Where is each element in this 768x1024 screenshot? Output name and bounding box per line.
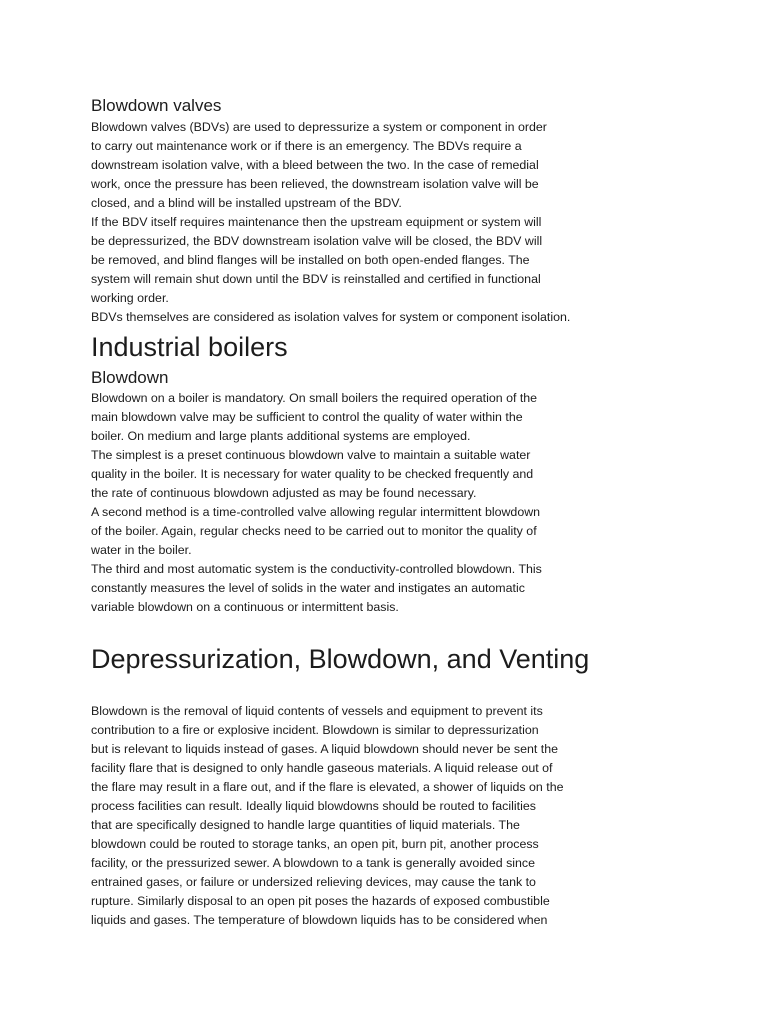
paragraph-line: facility, or the pressurized sewer. A blowdown to a tank is generally avoided since	[91, 856, 536, 870]
paragraph-line: of the boiler. Again, regular checks need to be carried out to monitor the quality of	[91, 524, 537, 538]
paragraph-line: downstream isolation valve, with a bleed between the two. In the case of remedial	[91, 158, 539, 172]
paragraph-line: be depressurized, the BDV downstream isolation valve will be closed, the BDV will	[91, 234, 543, 248]
paragraph-line: The simplest is a preset continuous blowdown valve to maintain a suitable water	[91, 448, 531, 462]
section-body-depressurization	[91, 702, 563, 930]
paragraph-line: the flare may result in a flare out, and if the flare is elevated, a shower of liquids on the	[91, 780, 564, 794]
paragraph-line: BDVs themselves are considered as isolation valves for system or component isolation.	[91, 310, 571, 324]
paragraph-line: be removed, and blind flanges will be installed on both open-ended flanges. The	[91, 253, 530, 267]
paragraph-line: contribution to a fire or explosive incident. Blowdown is similar to depressurization	[91, 723, 539, 737]
paragraph-line: Blowdown valves (BDVs) are used to depressurize a system or component in order	[91, 120, 547, 134]
paragraph-line: quality in the boiler. It is necessary for water quality to be checked frequently and	[91, 467, 534, 481]
section-body-blowdown-valves	[91, 118, 570, 327]
paragraph-line: constantly measures the level of solids in the water and instigates an automatic	[91, 581, 525, 595]
paragraph-line: process facilities can result. Ideally liquid blowdowns should be routed to facilities	[91, 799, 536, 813]
paragraph-line: the rate of continuous blowdown adjusted as may be found necessary.	[91, 486, 477, 500]
section-body-industrial-boilers	[91, 389, 542, 617]
paragraph-line: but is relevant to liquids instead of gases. A liquid blowdown should never be sent the	[91, 742, 559, 756]
section-heading-depressurization: Depressurization, Blowdown, and Venting	[91, 644, 590, 674]
paragraph-line: rupture. Similarly disposal to an open pit poses the hazards of exposed combustible	[91, 894, 550, 908]
section-heading-industrial-boilers: Industrial boilers	[91, 332, 288, 362]
paragraph-line: to carry out maintenance work or if there is an emergency. The BDVs require a	[91, 139, 522, 153]
paragraph-line: Blowdown is the removal of liquid contents of vessels and equipment to prevent its	[91, 704, 543, 718]
paragraph-line: The third and most automatic system is the conductivity-controlled blowdown. This	[91, 562, 542, 576]
paragraph-line: If the BDV itself requires maintenance then the upstream equipment or system will	[91, 215, 542, 229]
paragraph-line: main blowdown valve may be sufficient to control the quality of water within the	[91, 410, 523, 424]
paragraph-line: blowdown could be routed to storage tanks, an open pit, burn pit, another process	[91, 837, 539, 851]
paragraph-line: A second method is a time-controlled valve allowing regular intermittent blowdown	[91, 505, 541, 519]
paragraph-line: work, once the pressure has been relieved, the downstream isolation valve will be	[91, 177, 539, 191]
paragraph-line: working order.	[91, 291, 169, 305]
subheading-blowdown: Blowdown	[91, 368, 169, 387]
paragraph-line: that are specifically designed to handle large quantities of liquid materials. The	[91, 818, 520, 832]
paragraph-line: variable blowdown on a continuous or intermittent basis.	[91, 600, 399, 614]
paragraph-line: facility flare that is designed to only handle gaseous materials. A liquid release out of	[91, 761, 553, 775]
section-heading-blowdown-valves: Blowdown valves	[91, 96, 222, 115]
paragraph-line: water in the boiler.	[91, 543, 192, 557]
paragraph-line: closed, and a blind will be installed upstream of the BDV.	[91, 196, 402, 210]
paragraph-line: boiler. On medium and large plants additional systems are employed.	[91, 429, 471, 443]
paragraph-line: liquids and gases. The temperature of blowdown liquids has to be considered when	[91, 913, 548, 927]
paragraph-line: entrained gases, or failure or undersized relieving devices, may cause the tank to	[91, 875, 536, 889]
paragraph-line: system will remain shut down until the BDV is reinstalled and certified in functional	[91, 272, 541, 286]
paragraph-line: Blowdown on a boiler is mandatory. On small boilers the required operation of the	[91, 391, 538, 405]
